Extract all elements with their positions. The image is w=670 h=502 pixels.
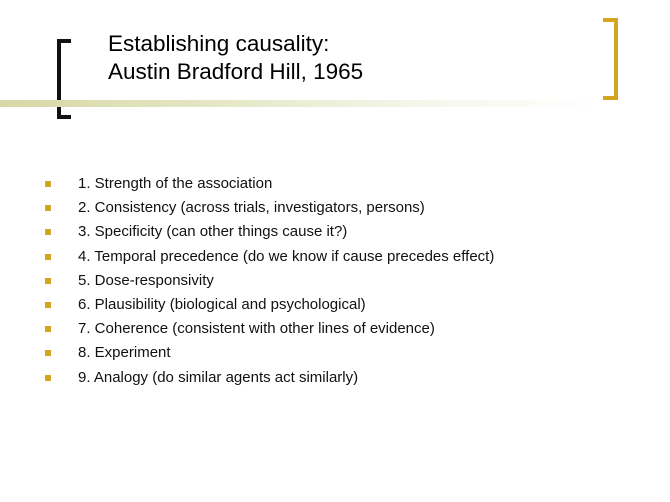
slide-title-line-2: Austin Bradford Hill, 1965 bbox=[108, 59, 364, 84]
list-item-text: 6. Plausibility (biological and psychological) bbox=[78, 295, 366, 313]
square-bullet-icon bbox=[45, 254, 51, 260]
square-bullet-icon bbox=[45, 278, 51, 284]
list-item-text: 7. Coherence (consistent with other lines of evidence) bbox=[78, 320, 435, 338]
square-bullet-icon bbox=[45, 302, 51, 308]
title-underline-band bbox=[0, 100, 600, 107]
list-item-text: 5. Dose-responsivity bbox=[78, 271, 214, 289]
slide-title-line-1: Establishing causality: bbox=[108, 31, 330, 56]
right-bracket-decoration bbox=[603, 18, 618, 100]
square-bullet-icon bbox=[45, 375, 51, 381]
square-bullet-icon bbox=[45, 350, 51, 356]
square-bullet-icon bbox=[45, 326, 51, 332]
list-item-text: 8. Experiment bbox=[78, 344, 171, 362]
list-item-text: 3. Specificity (can other things cause it?) bbox=[78, 223, 348, 241]
square-bullet-icon bbox=[45, 205, 51, 211]
list-item-text: 4. Temporal precedence (do we know if cause precedes effect) bbox=[78, 247, 495, 265]
square-bullet-icon bbox=[45, 229, 51, 235]
left-bracket-decoration bbox=[57, 39, 71, 119]
slide-title bbox=[108, 30, 363, 86]
square-bullet-icon bbox=[45, 181, 51, 187]
list-item-text: 2. Consistency (across trials, investigators, persons) bbox=[78, 199, 425, 217]
list-item-text: 9. Analogy (do similar agents act similarly) bbox=[78, 368, 359, 386]
list-item-text: 1. Strength of the association bbox=[78, 175, 273, 192]
